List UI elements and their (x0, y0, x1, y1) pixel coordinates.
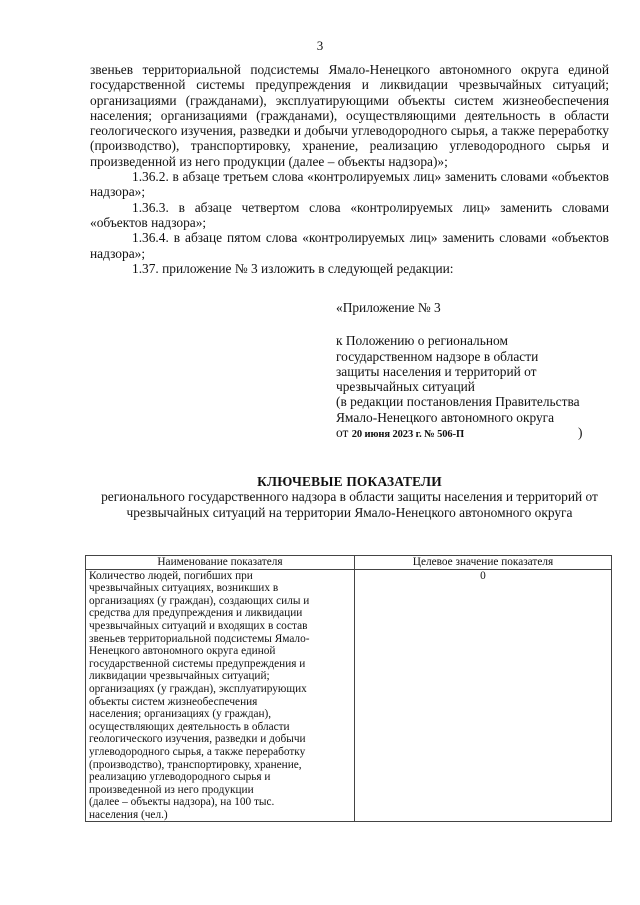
appendix-line: защиты населения и территорий от (336, 363, 537, 379)
indicator-name-line: средства для предупреждения и ликвидации (89, 607, 303, 620)
indicator-name-line: чрезвычайных ситуаций и входящих в состав (89, 619, 308, 632)
body-text (90, 62, 609, 276)
indicator-name-line: объекты систем жизнеобеспечения (89, 695, 258, 708)
appendix-line: (в редакции постановления Правительства (336, 394, 580, 410)
indicator-name-line: организациях (у граждан), эксплуатирующих (89, 682, 307, 695)
paragraph-1-36-3: 1.36.3. в абзаце четвертом слова «контролируемых лиц» заменить словами «объектов надзора»; (90, 199, 609, 230)
indicator-name-line: геологического изучения, разведки и добычи (89, 733, 306, 746)
indicator-name-line: Количество людей, погибших при (89, 569, 253, 582)
paragraph-1-36-2: 1.36.2. в абзаце третьем слова «контролируемых лиц» заменить словами «объектов надзора»; (90, 169, 609, 200)
appendix-line: Ямало-Ненецкого автономного округа (336, 409, 555, 425)
indicators-table (85, 555, 612, 822)
table-header-row (86, 556, 612, 570)
appendix-title: «Приложение № 3 (336, 300, 441, 315)
paragraph-continuation: звеньев территориальной подсистемы Ямало-Ненецкого автономного округа единой государственной системы предупреждения и ликвидации чрезвычайных ситуаций; организациями (гражданами), эксплуатирующими объекты систем жизнеобеспечения населения; организациями (гражданами), осуществляющими деятельность в области геологического изучения, разведки и добычи углеводородного сырья, а также переработку (производство), транспортировку, хранение, реализацию углеводородного сырья и произведенной из него продукции (далее – объекты надзора)»; (90, 62, 609, 169)
indicator-name-line: Ненецкого автономного округа единой (89, 645, 276, 658)
date-prefix: от (336, 425, 349, 441)
appendix-line: государственном надзоре в области (336, 348, 539, 364)
indicator-name-line: населения (чел.) (89, 808, 168, 821)
indicator-name-line: осуществляющих деятельность в области (89, 720, 290, 733)
section-heading (90, 474, 609, 520)
appendix-line: чрезвычайных ситуаций (336, 379, 475, 395)
indicator-name-line: ликвидации чрезвычайных ситуаций; (89, 670, 270, 683)
appendix-line: к Положению о региональном (336, 333, 508, 349)
indicator-name-cell (86, 569, 355, 822)
column-header-name: Наименование показателя (86, 556, 355, 570)
indicator-name-line: углеводородного сырья, а также переработку (89, 745, 306, 758)
indicator-name-line: (производство), транспортировку, хранение, (89, 758, 302, 771)
paragraph-1-37: 1.37. приложение № 3 изложить в следующей редакции: (132, 260, 454, 276)
appendix-header (336, 300, 611, 442)
appendix-date-line (336, 425, 611, 442)
indicator-name-line: (далее – объекты надзора), на 100 тыс. (89, 796, 275, 809)
indicator-name-line: населения; организациях (у граждан), (89, 708, 272, 721)
heading-subtitle: регионального государственного надзора в области защиты населения и территорий от чрезвычайных ситуаций на территории Ямало-Ненецкого автономного округа (101, 489, 598, 520)
paragraph-1-36-4: 1.36.4. в абзаце пятом слова «контролируемых лиц» заменить словами «объектов надзора»; (90, 230, 609, 261)
indicator-value-cell: 0 (355, 569, 612, 822)
date-suffix: ) (578, 425, 583, 441)
heading-title: КЛЮЧЕВЫЕ ПОКАЗАТЕЛИ (257, 474, 442, 489)
page-number: 3 (316, 38, 324, 53)
date-stamp: 20 июня 2023 г. № 506-П (351, 429, 465, 441)
indicator-name-line: произведенной из него продукции (89, 783, 254, 796)
table-row (86, 569, 612, 822)
indicator-name-line: звеньев территориальной подсистемы Ямало- (89, 632, 310, 645)
indicator-name-line: государственной системы предупреждения и (89, 657, 306, 670)
indicator-name-line: организациях (у граждан), создающих силы и (89, 594, 310, 607)
indicator-name-line: реализацию углеводородного сырья и (89, 771, 271, 784)
column-header-value: Целевое значение показателя (355, 556, 612, 570)
indicator-name-line: чрезвычайных ситуациях, возникших в (89, 582, 279, 595)
